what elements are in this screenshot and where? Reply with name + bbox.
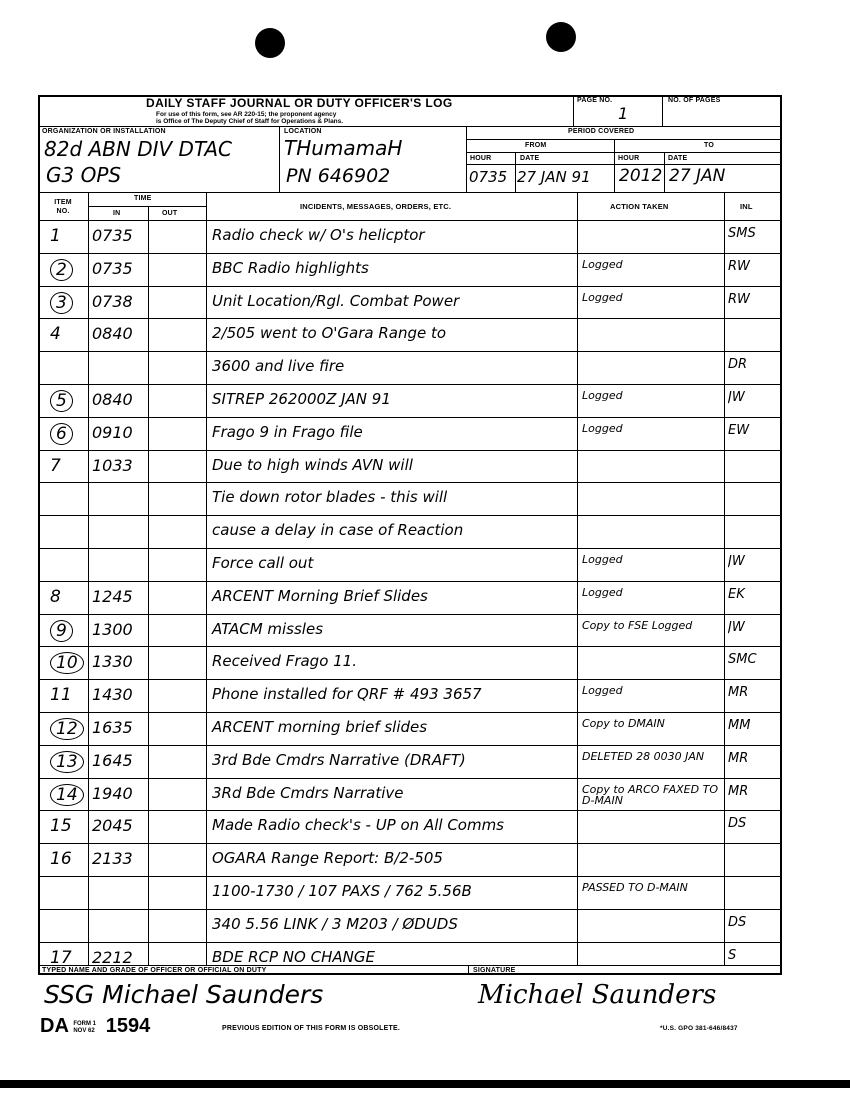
col-item: ITEM NO.: [54, 199, 72, 215]
row-incident-text: Made Radio check's - UP on All Comms: [212, 816, 505, 834]
num-pages-label: NO. OF PAGES: [668, 97, 721, 104]
to-date-label: DATE: [668, 155, 688, 162]
row-item-number: 2: [50, 259, 73, 281]
page-no-value: 1: [618, 104, 629, 123]
period-label: PERIOD COVERED: [568, 128, 635, 135]
row-time-in: 0738: [92, 292, 133, 311]
from-hour-label: HOUR: [470, 155, 492, 162]
row-initials: DS: [728, 816, 747, 831]
form-title: DAILY STAFF JOURNAL OR DUTY OFFICER'S LOG: [146, 96, 453, 110]
row-item-number: 3: [50, 292, 73, 314]
row-time-in: 1033: [92, 456, 133, 475]
row-initials: JW: [728, 390, 745, 405]
row-action-taken: Logged: [582, 389, 623, 402]
row-initials: EK: [728, 587, 745, 602]
row-action-taken: Logged: [582, 553, 623, 566]
signature-label: SIGNATURE: [473, 967, 516, 974]
row-initials: S: [728, 948, 737, 963]
row-item-number: 1: [50, 226, 61, 246]
row-initials: MR: [728, 784, 749, 799]
row-initials: JW: [728, 620, 745, 635]
row-incident-text: ATACM missles: [212, 620, 324, 638]
to-hour-value: 2012: [619, 166, 663, 186]
col-action: ACTION TAKEN: [610, 202, 669, 211]
row-incident-text: Unit Location/Rgl. Combat Power: [212, 292, 460, 310]
row-initials: MR: [728, 751, 749, 766]
row-action-taken: Logged: [582, 684, 623, 697]
row-initials: JW: [728, 554, 745, 569]
previous-edition: PREVIOUS EDITION OF THIS FORM IS OBSOLETE.: [222, 1025, 400, 1032]
row-action-taken: Logged: [582, 586, 623, 599]
org-value-1: 82d ABN DIV DTAC: [44, 137, 232, 161]
row-initials: SMS: [728, 226, 756, 241]
form-subtitle-1: For use of this form, see AR 220-15; the proponent agency: [156, 111, 337, 118]
form-id: [40, 1015, 150, 1038]
row-action-taken: Logged: [582, 291, 623, 304]
row-time-in: 0910: [92, 423, 133, 442]
row-item-number: 4: [50, 324, 61, 344]
row-initials: RW: [728, 259, 750, 274]
row-initials: DS: [728, 915, 747, 930]
row-time-in: 1245: [92, 587, 133, 606]
form-id-number: 1594: [105, 1015, 151, 1037]
col-time: TIME: [134, 195, 152, 202]
row-item-number: 10: [50, 652, 84, 674]
row-item-number: 16: [50, 849, 72, 869]
row-time-in: 2133: [92, 849, 133, 868]
row-incident-text: cause a delay in case of Reaction: [212, 521, 464, 539]
row-time-in: 2045: [92, 816, 133, 835]
col-inl: INL: [740, 202, 753, 211]
form-subtitle-2: is Office of The Deputy Chief of Staff for Operations & Plans.: [156, 118, 344, 125]
gpo-number: *U.S. GPO 381-646/8437: [660, 1025, 738, 1032]
row-action-taken: Logged: [582, 422, 623, 435]
row-initials: EW: [728, 423, 750, 438]
signature-value: Michael Saunders: [478, 980, 717, 1010]
row-action-taken: Copy to DMAIN: [582, 717, 665, 730]
col-in: IN: [113, 210, 121, 217]
row-time-in: 1300: [92, 620, 133, 639]
org-value-2: G3 OPS: [46, 163, 122, 187]
location-value-2: PN 646902: [286, 165, 391, 187]
row-item-number: 9: [50, 620, 73, 642]
row-action-taken: Logged: [582, 258, 623, 271]
row-incident-text: Radio check w/ O's helicptor: [212, 226, 425, 244]
officer-label: TYPED NAME AND GRADE OF OFFICER OR OFFICIAL ON DUTY: [42, 967, 267, 974]
row-initials: RW: [728, 292, 750, 307]
col-out: OUT: [162, 210, 178, 217]
row-incident-text: BDE RCP NO CHANGE: [212, 948, 375, 966]
from-date-label: DATE: [520, 155, 540, 162]
bottom-edge: [0, 1080, 850, 1088]
row-item-number: 15: [50, 816, 72, 836]
row-initials: SMC: [728, 652, 757, 667]
row-incident-text: Frago 9 in Frago file: [212, 423, 363, 441]
to-date-value: 27 JAN: [669, 166, 726, 186]
page-no-label: PAGE NO.: [577, 97, 613, 104]
row-time-in: 1635: [92, 718, 133, 737]
row-initials: DR: [728, 357, 748, 372]
row-time-in: 0840: [92, 390, 133, 409]
org-label: ORGANIZATION OR INSTALLATION: [42, 128, 166, 135]
row-incident-text: 1100-1730 / 107 PAXS / 762 5.56B: [212, 882, 472, 900]
row-time-in: 0840: [92, 324, 133, 343]
to-hour-label: HOUR: [618, 155, 640, 162]
row-item-number: 13: [50, 751, 84, 773]
row-initials: MM: [728, 718, 751, 733]
row-item-number: 11: [50, 685, 72, 705]
row-item-number: 8: [50, 587, 61, 607]
row-incident-text: OGARA Range Report: B/2-505: [212, 849, 443, 867]
officer-value: SSG Michael Saunders: [44, 980, 324, 1009]
location-value-1: THumamaH: [284, 136, 403, 160]
row-item-number: 6: [50, 423, 73, 445]
row-time-in: 1940: [92, 784, 133, 803]
row-action-taken: DELETED 28 0030 JAN: [582, 750, 705, 763]
col-incidents: INCIDENTS, MESSAGES, ORDERS, ETC.: [300, 202, 452, 211]
punch-hole-right: [546, 22, 576, 52]
row-incident-text: 3rd Bde Cmdrs Narrative (DRAFT): [212, 751, 466, 769]
row-incident-text: ARCENT morning brief slides: [212, 718, 428, 736]
form-id-prefix: DA: [40, 1015, 69, 1037]
row-incident-text: 340 5.56 LINK / 3 M203 / ØDUDS: [212, 915, 458, 933]
row-action-taken: PASSED TO D-MAIN: [582, 881, 688, 894]
row-incident-text: SITREP 262000Z JAN 91: [212, 390, 391, 408]
row-item-number: 7: [50, 456, 61, 476]
form-id-small: FORM 1 NOV 62: [73, 1020, 97, 1034]
row-item-number: 14: [50, 784, 84, 806]
row-incident-text: BBC Radio highlights: [212, 259, 369, 277]
from-label: FROM: [525, 142, 547, 149]
row-incident-text: 3Rd Bde Cmdrs Narrative: [212, 784, 404, 802]
row-incident-text: 2/505 went to O'Gara Range to: [212, 324, 447, 342]
row-time-in: 1430: [92, 685, 133, 704]
row-incident-text: Received Frago 11.: [212, 652, 357, 670]
row-incident-text: Phone installed for QRF # 493 3657: [212, 685, 482, 703]
location-label: LOCATION: [284, 128, 322, 135]
row-time-in: 0735: [92, 226, 133, 245]
row-time-in: 0735: [92, 259, 133, 278]
from-hour-value: 0735: [469, 168, 508, 186]
row-time-in: 2212: [92, 948, 133, 967]
row-time-in: 1330: [92, 652, 133, 671]
row-action-taken: Copy to ARCO FAXED TO D-MAIN: [582, 783, 718, 807]
to-label: TO: [704, 142, 714, 149]
row-initials: MR: [728, 685, 749, 700]
row-item-number: 17: [50, 948, 72, 968]
row-item-number: 5: [50, 390, 73, 412]
row-action-taken: Copy to FSE Logged: [582, 619, 693, 632]
row-incident-text: 3600 and live fire: [212, 357, 345, 375]
row-item-number: 12: [50, 718, 84, 740]
row-incident-text: Force call out: [212, 554, 314, 572]
row-incident-text: Due to high winds AVN will: [212, 456, 413, 474]
punch-hole-left: [255, 28, 285, 58]
row-time-in: 1645: [92, 751, 133, 770]
row-incident-text: Tie down rotor blades - this will: [212, 488, 448, 506]
from-date-value: 27 JAN 91: [517, 168, 591, 186]
row-incident-text: ARCENT Morning Brief Slides: [212, 587, 428, 605]
